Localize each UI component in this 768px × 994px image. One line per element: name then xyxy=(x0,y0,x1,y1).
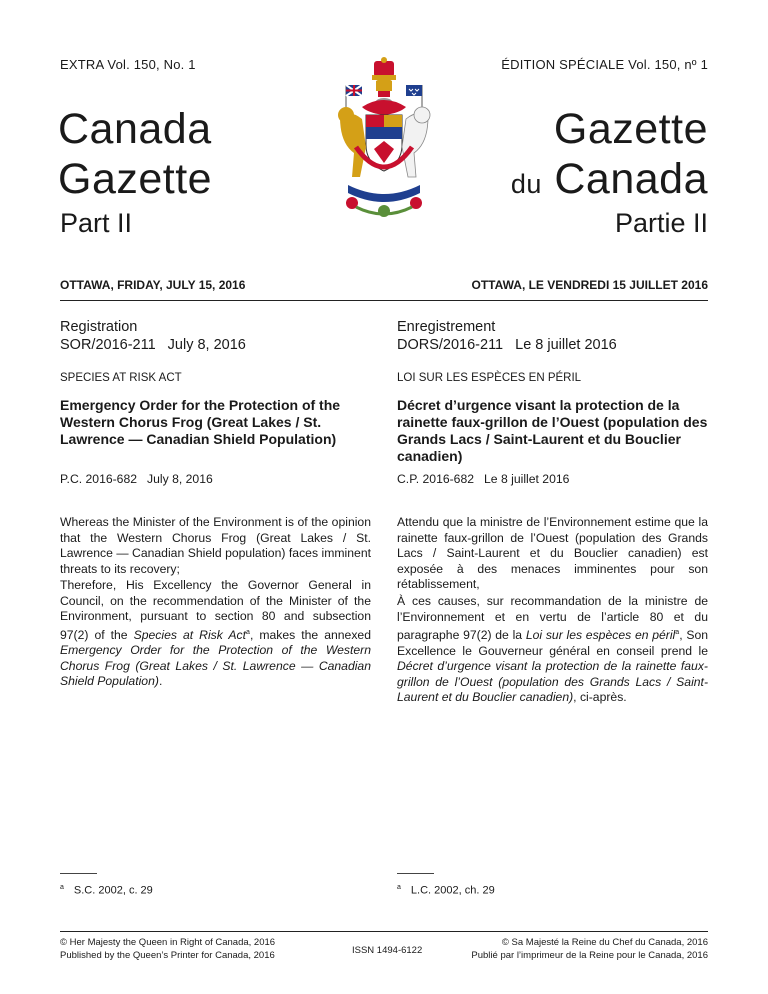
therefore-paragraph-fr: À ces causes, sur recommandation de la ministre de l’Environnement et en vertu de l’article 80 et du paragraphe 97(2) de la Loi sur les espèces en péril$^a$, Son Excellence le Gouverneur général en conseil prend le Décret d’urgence visant la protection de la rainette faux-grillon de l’Ouest (population des Grands Lacs / Saint-Laurent et du Bouclier canadien), ci-après. xyxy=(397,594,708,705)
registration-number-fr: DORS/2016-211 xyxy=(397,337,504,353)
edition-info-fr: ÉDITION SPÉCIALE Vol. 150, nº 1 xyxy=(501,57,708,72)
act-title-fr: Loi sur les espèces en péril xyxy=(525,628,676,643)
registration-en xyxy=(60,318,371,354)
header-divider xyxy=(60,300,708,301)
order-heading-en: Emergency Order for the Protection of the Western Chorus Frog (Great Lakes / St. Lawrence — Canadian Shield Population) xyxy=(60,397,341,447)
title-fr-line2: Canada xyxy=(554,155,708,203)
footnote-mark-en: a xyxy=(60,884,64,891)
copyright-line1-en: © Her Majesty the Queen in Right of Canada, 2016 xyxy=(60,937,276,948)
title-en-line1: Canada xyxy=(58,105,212,153)
whereas-paragraph-fr: Attendu que la ministre de l’Environnement estime que la rainette faux-grillon de l’Ouest (population des Grands Lacs / Saint-Laurent et du Bouclier canadien) est exposée à des menaces imminentes pour son rétablissement, xyxy=(397,515,708,591)
pc-date-fr: Le 8 juillet 2016 xyxy=(484,472,570,486)
edition-info-en: EXTRA Vol. 150, No. 1 xyxy=(60,57,196,72)
coat-of-arms-icon xyxy=(322,57,446,221)
act-title-en: Species at Risk Act xyxy=(133,627,247,642)
footnote-ref-en: a xyxy=(246,628,250,636)
registration-date-en: July 8, 2016 xyxy=(167,337,246,353)
therefore-paragraph-en: Therefore, His Excellency the Governor General in Council, on the recommendation of the Minister of the Environment, pursuant to section 80 and subsection 97(2) of the Species at Risk Act$^a$, makes the annexed Emergency Order for the Protection of the Western Chorus Frog (Great Lakes / St. Lawrence — Canadian Shield Population). xyxy=(60,578,371,689)
footnote-fr xyxy=(397,880,708,899)
footnote-ref-fr: a xyxy=(675,629,680,636)
footnote-text-fr: L.C. 2002, ch. 29 xyxy=(410,884,495,897)
registration-label-fr: Enregistrement xyxy=(397,319,496,335)
registration-label-en: Registration xyxy=(60,319,138,335)
act-name-en: SPECIES AT RISK ACT xyxy=(60,372,182,384)
pc-number-text-fr: C.P. 2016-682 xyxy=(397,472,475,486)
order-title-en: Emergency Order for the Protection of the Western Chorus Frog (Great Lakes / St. Lawrence — Canadian Shield Population) xyxy=(60,643,371,689)
pc-number-en xyxy=(60,472,371,488)
act-name-fr: LOI SUR LES ESPÈCES EN PÉRIL xyxy=(397,372,582,384)
copyright-line1-fr: © Sa Majesté la Reine du Chef du Canada, 2016 xyxy=(501,937,708,948)
whereas-paragraph-en: Whereas the Minister of the Environment is of the opinion that the Western Chorus Frog (Great Lakes / St. Lawrence — Canadian Shield population) faces imminent threats to its recovery; xyxy=(60,515,371,576)
order-title-fr: Décret d’urgence visant la protection de la rainette faux-grillon de l’Ouest (population des Grands Lacs / Saint-Laurent et du Bouclier canadien) xyxy=(397,659,708,705)
title-fr-line1: Gazette xyxy=(553,105,708,153)
part-en: Part II xyxy=(60,208,133,238)
footnote-rule-fr xyxy=(397,873,434,874)
issn: ISSN 1494-6122 xyxy=(352,945,423,956)
copyright-line2-en: Published by the Queen’s Printer for Canada, 2016 xyxy=(60,950,275,961)
part-fr: Partie II xyxy=(614,208,708,238)
registration-fr xyxy=(397,318,708,354)
title-fr-du: du xyxy=(510,169,542,199)
title-en-line2: Gazette xyxy=(58,155,213,203)
order-heading-fr: Décret d’urgence visant la protection de la rainette faux-grillon de l’Ouest (population des Grands Lacs / Saint-Laurent et du Bouclier canadien) xyxy=(397,397,708,464)
copyright-line2-fr: Publié par l’imprimeur de la Reine pour le Canada, 2016 xyxy=(471,950,708,961)
issue-date-en: OTTAWA, FRIDAY, JULY 15, 2016 xyxy=(60,278,246,292)
footer-divider xyxy=(60,931,708,932)
footnote-mark-fr: a xyxy=(397,884,401,891)
issue-date-fr: OTTAWA, LE VENDREDI 15 JUILLET 2016 xyxy=(471,278,708,292)
title-fr xyxy=(511,104,708,209)
pc-number-fr xyxy=(397,472,708,488)
copyright-en xyxy=(60,936,275,962)
footnote-text-en: S.C. 2002, c. 29 xyxy=(73,884,153,897)
footnote-en xyxy=(60,880,371,899)
copyright-fr xyxy=(471,936,708,962)
pc-number-text-en: P.C. 2016-682 xyxy=(60,472,138,486)
footnote-rule-en xyxy=(60,873,97,874)
registration-date-fr: Le 8 juillet 2016 xyxy=(515,337,617,353)
title-en xyxy=(58,104,212,204)
pc-date-en: July 8, 2016 xyxy=(147,472,213,486)
registration-number-en: SOR/2016-211 xyxy=(60,337,156,353)
